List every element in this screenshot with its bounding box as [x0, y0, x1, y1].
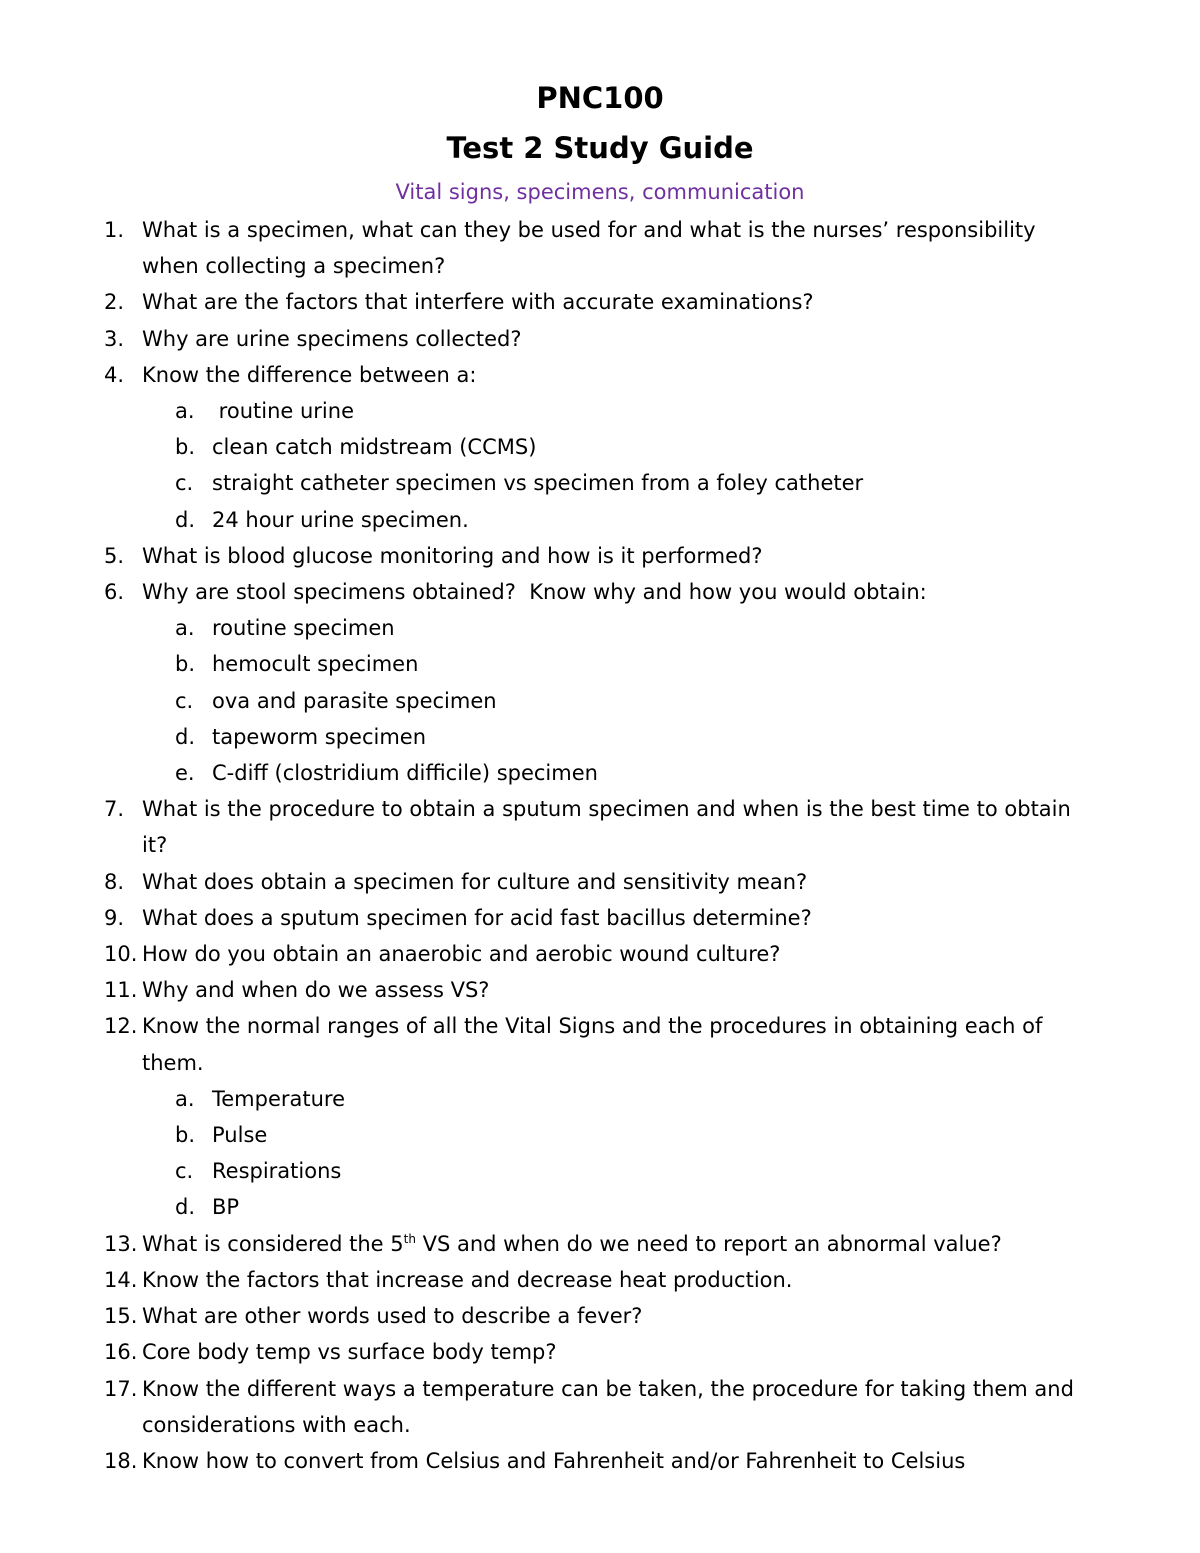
question-number: 2. — [104, 290, 125, 315]
question-number: 13. — [104, 1231, 138, 1256]
sub-text: routine urine — [212, 399, 354, 424]
sub-item — [0, 465, 1200, 501]
sub-item — [0, 1153, 1200, 1189]
page-subtitle: Vital signs, specimens, communication — [395, 180, 805, 204]
question-item-14 — [0, 1262, 1200, 1298]
question-item-10 — [0, 936, 1200, 972]
sub-item — [0, 1081, 1200, 1117]
question-number: 11. — [104, 978, 138, 1003]
question-number: 18. — [104, 1448, 138, 1473]
question-text: What are other words used to describe a fever? — [142, 1304, 643, 1329]
sub-text: tapeworm specimen — [212, 724, 427, 749]
question-item-6 — [0, 574, 1200, 791]
question-text-continued: it? — [142, 833, 168, 858]
sub-letter: c. — [175, 471, 194, 496]
question-number: 8. — [104, 869, 125, 894]
question-item-9 — [0, 900, 1200, 936]
question-text: Why and when do we assess VS? — [142, 978, 490, 1003]
question-item-1 — [0, 212, 1200, 284]
question-text: What is blood glucose monitoring and how is it performed? — [142, 543, 763, 568]
sub-text: ova and parasite specimen — [212, 688, 497, 713]
question-text: Core body temp vs surface body temp? — [142, 1340, 557, 1365]
question-number: 3. — [104, 326, 125, 351]
sub-text: Pulse — [212, 1123, 268, 1148]
sub-letter: a. — [175, 616, 195, 641]
question-number: 12. — [104, 1014, 138, 1039]
question-item-12 — [0, 1008, 1200, 1225]
question-item-8 — [0, 864, 1200, 900]
question-text-after-superscript: VS and when do we need to report an abnormal value? — [415, 1231, 1002, 1256]
question-number: 9. — [104, 905, 125, 930]
sub-text: clean catch midstream (CCMS) — [212, 435, 537, 460]
sub-text: hemocult specimen — [212, 652, 419, 677]
sub-item — [0, 502, 1200, 538]
question-item-15 — [0, 1298, 1200, 1334]
sub-letter: a. — [175, 399, 195, 424]
sub-item — [0, 393, 1200, 429]
question-item-3 — [0, 321, 1200, 357]
question-text: What is the procedure to obtain a sputum specimen and when is the best time to obtain — [142, 797, 1071, 822]
question-text: What does obtain a specimen for culture and sensitivity mean? — [142, 869, 808, 894]
sub-text: C-diff (clostridium difficile) specimen — [212, 761, 598, 786]
question-item-4 — [0, 357, 1200, 538]
sub-letter: e. — [175, 761, 195, 786]
sub-text: BP — [212, 1195, 240, 1220]
sub-letter: c. — [175, 688, 194, 713]
question-item-18 — [0, 1443, 1200, 1479]
question-list — [0, 212, 1200, 1479]
sub-item — [0, 1117, 1200, 1153]
sub-text: routine specimen — [212, 616, 395, 641]
question-text: Know the factors that increase and decrease heat production. — [142, 1267, 793, 1292]
sub-list — [142, 1081, 1200, 1226]
question-number: 5. — [104, 543, 125, 568]
question-number: 6. — [104, 580, 125, 605]
sub-letter: b. — [175, 435, 196, 460]
sub-letter: b. — [175, 652, 196, 677]
sub-text: 24 hour urine specimen. — [212, 507, 469, 532]
sub-list — [142, 610, 1200, 791]
course-code: PNC100 — [536, 81, 664, 115]
question-item-13 — [0, 1226, 1200, 1262]
question-item-17 — [0, 1371, 1200, 1443]
question-text: Why are urine specimens collected? — [142, 326, 522, 351]
question-item-2 — [0, 284, 1200, 320]
question-text: What is a specimen, what can they be used for and what is the nurses’ responsibility — [142, 218, 1036, 242]
question-item-11 — [0, 972, 1200, 1008]
sub-item — [0, 755, 1200, 791]
superscript-suffix: th — [403, 1231, 416, 1246]
question-number: 1. — [104, 218, 125, 242]
question-number: 7. — [104, 797, 125, 822]
question-item-5 — [0, 538, 1200, 574]
question-text: Know the normal ranges of all the Vital Signs and the procedures in obtaining each of — [142, 1014, 1043, 1039]
question-text-continued: considerations with each. — [142, 1412, 411, 1437]
sub-text: straight catheter specimen vs specimen from a foley catheter — [212, 471, 864, 496]
sub-item — [0, 429, 1200, 465]
sub-letter: d. — [175, 1195, 196, 1220]
question-text: Why are stool specimens obtained? Know why and how you would obtain: — [142, 580, 927, 605]
sub-list — [142, 393, 1200, 538]
sub-letter: d. — [175, 724, 196, 749]
sub-letter: c. — [175, 1159, 194, 1184]
question-text: Know how to convert from Celsius and Fahrenheit and/or Fahrenheit to Celsius — [142, 1448, 966, 1473]
question-text-continued: when collecting a specimen? — [142, 254, 446, 279]
question-number: 10. — [104, 942, 138, 967]
question-number: 16. — [104, 1340, 138, 1365]
question-text-before-superscript: What is considered the 5 — [142, 1231, 404, 1256]
question-text: Know the difference between a: — [142, 362, 477, 387]
question-text: Know the different ways a temperature can be taken, the procedure for taking them and — [142, 1376, 1074, 1401]
question-text: What does a sputum specimen for acid fast bacillus determine? — [142, 905, 812, 930]
question-text: How do you obtain an anaerobic and aerobic wound culture? — [142, 942, 781, 967]
sub-letter: b. — [175, 1123, 196, 1148]
sub-item — [0, 719, 1200, 755]
question-item-7 — [0, 791, 1200, 863]
question-number: 15. — [104, 1304, 138, 1329]
sub-item — [0, 646, 1200, 682]
question-item-16 — [0, 1334, 1200, 1370]
question-number: 17. — [104, 1376, 138, 1401]
sub-item — [0, 683, 1200, 719]
question-number: 14. — [104, 1267, 138, 1292]
question-text: What are the factors that interfere with accurate examinations? — [142, 290, 814, 315]
sub-letter: d. — [175, 507, 196, 532]
sub-text: Respirations — [212, 1159, 342, 1184]
question-number: 4. — [104, 362, 125, 387]
sub-letter: a. — [175, 1086, 195, 1111]
sub-text: Temperature — [212, 1086, 346, 1111]
question-text-continued: them. — [142, 1050, 204, 1075]
sub-item — [0, 610, 1200, 646]
sub-item — [0, 1189, 1200, 1225]
page-title: Test 2 Study Guide — [446, 131, 754, 165]
